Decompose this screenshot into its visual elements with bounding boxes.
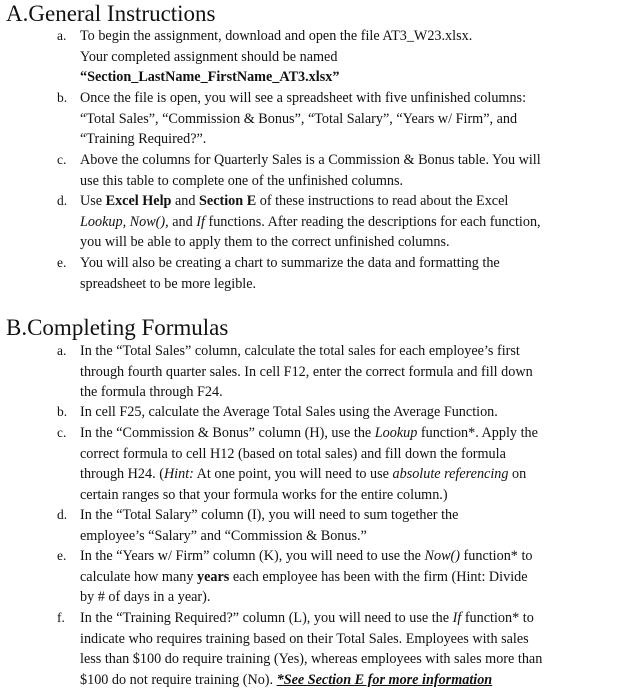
item-text: function* to	[461, 610, 534, 626]
item-line: Above the columns for Quarterly Sales is a Commission & Bonus table. You will	[80, 152, 541, 168]
function-names: Lookup, Now(),	[80, 213, 169, 230]
item-text: function*. Apply the	[417, 425, 538, 441]
see-section-e-link[interactable]: *See Section E for more information	[276, 671, 493, 688]
years-term: years	[197, 568, 230, 585]
if-function-term: If	[196, 213, 205, 230]
item-marker: b.	[57, 90, 68, 105]
item-line: less than $100 do require training (Yes), whereas employees with sales more than	[80, 651, 543, 667]
section-b-letter: B.	[6, 315, 28, 340]
item-marker: f.	[57, 610, 65, 625]
item-line: In the “Total Salary” column (I), you will need to sum together the	[80, 507, 459, 523]
now-function-term: Now()	[424, 548, 460, 564]
section-a-heading	[6, 1, 216, 27]
item-marker: c.	[57, 425, 67, 440]
item-line: correct formula to cell H12 (based on total sales) and fill down the formula	[80, 445, 506, 462]
item-text: function* to	[459, 548, 533, 564]
item-line: “Training Required?”.	[80, 131, 207, 147]
item-line: You will also be creating a chart to summarize the data and formatting the	[80, 255, 500, 271]
item-line: “Total Sales”, “Commission & Bonus”, “Total Salary”, “Years w/ Firm”, and	[80, 110, 518, 127]
section-a-letter: A.	[6, 1, 29, 26]
item-line: employee’s “Salary” and “Commission & Bonus.”	[80, 527, 367, 544]
item-line: In the “Total Sales” column, calculate the total sales for each employee’s first	[80, 343, 520, 359]
item-line: through fourth quarter sales. In cell F12, enter the correct formula and fill down	[80, 363, 533, 380]
item-text: calculate how many	[80, 568, 197, 585]
item-text: on	[508, 466, 527, 482]
item-line: you will be able to apply them to the correct unfinished columns.	[80, 234, 450, 250]
item-line: Your completed assignment should be named	[80, 48, 338, 65]
filename-format: “Section_LastName_FirstName_AT3.xlsx”	[80, 69, 340, 85]
item-text: of these instructions to read about the Excel	[256, 193, 509, 209]
section-b-heading	[6, 315, 228, 341]
lookup-term: Lookup	[374, 425, 418, 441]
item-text: and	[168, 213, 197, 230]
hint-label: Hint:	[163, 466, 194, 482]
item-text: through H24. (	[80, 466, 164, 482]
item-marker: e.	[57, 548, 67, 563]
item-text: Use	[80, 193, 106, 209]
section-a-heading-text: General Instructions	[28, 1, 216, 26]
item-marker: a.	[57, 343, 67, 358]
item-text: functions. After reading the descriptions for each function,	[204, 213, 541, 230]
section-e-term: Section E	[199, 193, 257, 209]
item-marker: a.	[57, 28, 67, 43]
item-text: $100 do not require training (No).	[80, 671, 277, 688]
item-text: and	[171, 193, 200, 209]
item-marker: e.	[57, 255, 67, 270]
item-line: use this table to complete one of the unfinished columns.	[80, 172, 404, 189]
absolute-referencing-term: absolute referencing	[392, 466, 509, 482]
item-text: In the “Commission & Bonus” column (H), use the	[80, 425, 375, 441]
section-b-heading-text: Completing Formulas	[27, 315, 229, 340]
item-marker: d.	[57, 507, 68, 522]
item-line: by # of days in a year).	[80, 589, 211, 605]
item-line: Once the file is open, you will see a spreadsheet with five unfinished columns:	[80, 90, 527, 106]
item-text: each employee has been with the firm (Hint: Divide	[229, 568, 528, 585]
item-line: To begin the assignment, download and open the file AT3_W23.xlsx.	[80, 28, 473, 44]
item-line: indicate who requires training based on their Total Sales. Employees with sales	[80, 630, 529, 647]
excel-help-term: Excel Help	[105, 193, 172, 209]
item-line: the formula through F24.	[80, 384, 223, 400]
item-line: spreadsheet to be more legible.	[80, 275, 257, 292]
item-text: In the “Training Required?” column (L), you will need to use the	[80, 610, 453, 626]
if-function-term: If	[452, 610, 462, 626]
item-line: certain ranges so that your formula works for the entire column.)	[80, 486, 448, 503]
item-marker: b.	[57, 404, 68, 419]
item-text: In the “Years w/ Firm” column (K), you will need to use the	[80, 548, 425, 564]
item-text: At one point, you will need to use	[193, 466, 393, 482]
item-line: In cell F25, calculate the Average Total Sales using the Average Function.	[80, 404, 498, 420]
item-marker: d.	[57, 193, 68, 208]
item-marker: c.	[57, 152, 67, 167]
